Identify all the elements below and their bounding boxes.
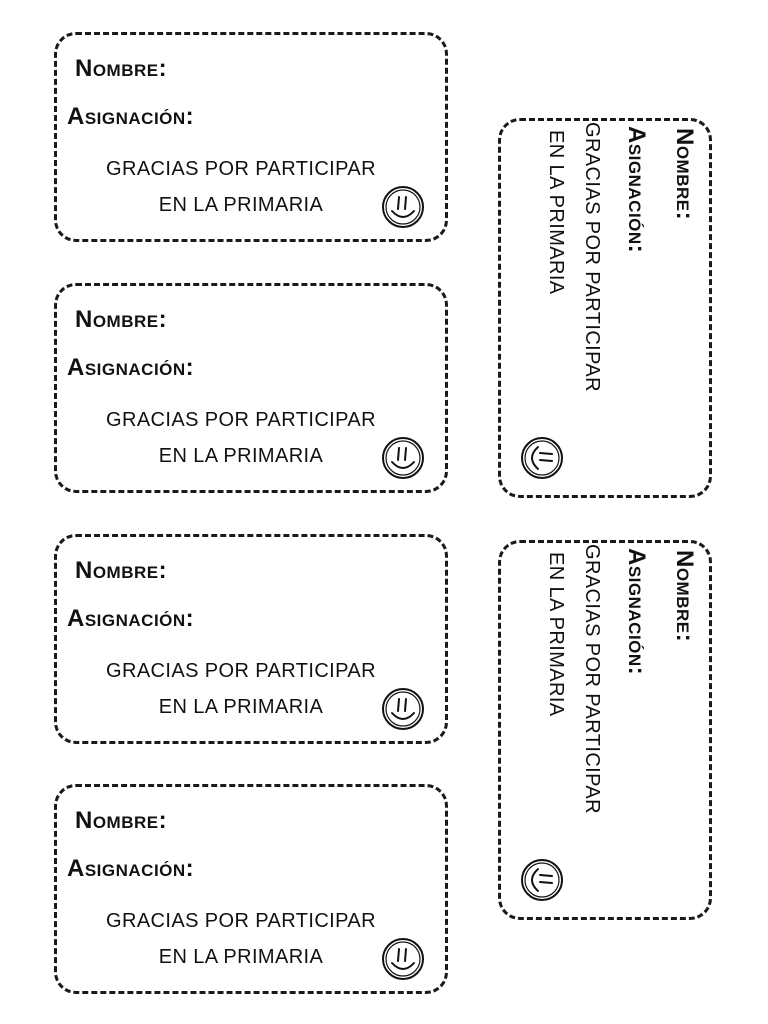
assignment-label: Asignación: [67,354,195,381]
thanks-line-1: GRACIAS POR PARTICIPAR [106,409,376,431]
rotated-content [498,540,712,920]
assignment-label: Asignación: [67,103,195,130]
name-label: Nombre: [75,557,168,584]
assignment-label: Asignación: [623,126,650,254]
thanks-message [538,122,610,412]
smiley-face-icon [379,183,427,231]
thanks-message [71,653,411,725]
thanks-line-1: GRACIAS POR PARTICIPAR [106,910,376,932]
thanks-message [71,903,411,975]
smiley-face-icon [379,935,427,983]
name-label: Nombre: [671,550,698,643]
thanks-line-1: GRACIAS POR PARTICIPAR [106,158,376,180]
name-label: Nombre: [671,128,698,221]
label-card-3 [54,534,448,744]
assignment-label: Asignación: [67,855,195,882]
thanks-line-2: EN LA PRIMARIA [158,445,324,467]
label-card-vertical-1 [498,118,712,498]
thanks-line-2: EN LA PRIMARIA [545,130,567,295]
name-label: Nombre: [75,306,168,333]
label-card-2 [54,283,448,493]
thanks-line-1: GRACIAS POR PARTICIPAR [106,660,376,682]
thanks-line-1: GRACIAS POR PARTICIPAR [581,544,603,814]
smiley-face-icon [379,434,427,482]
name-label: Nombre: [75,55,168,82]
label-card-1 [54,32,448,242]
assignment-label: Asignación: [67,605,195,632]
thanks-line-1: GRACIAS POR PARTICIPAR [581,122,603,392]
thanks-message [538,544,610,834]
thanks-line-2: EN LA PRIMARIA [545,552,567,717]
thanks-message [71,151,411,223]
smiley-face-icon [379,685,427,733]
assignment-label: Asignación: [623,548,650,676]
thanks-line-2: EN LA PRIMARIA [158,194,324,216]
label-card-4 [54,784,448,994]
smiley-face-icon [518,434,566,482]
thanks-line-2: EN LA PRIMARIA [158,696,324,718]
smiley-face-icon [518,856,566,904]
label-card-vertical-2 [498,540,712,920]
thanks-line-2: EN LA PRIMARIA [158,946,324,968]
rotated-content [498,118,712,498]
name-label: Nombre: [75,807,168,834]
thanks-message [71,402,411,474]
